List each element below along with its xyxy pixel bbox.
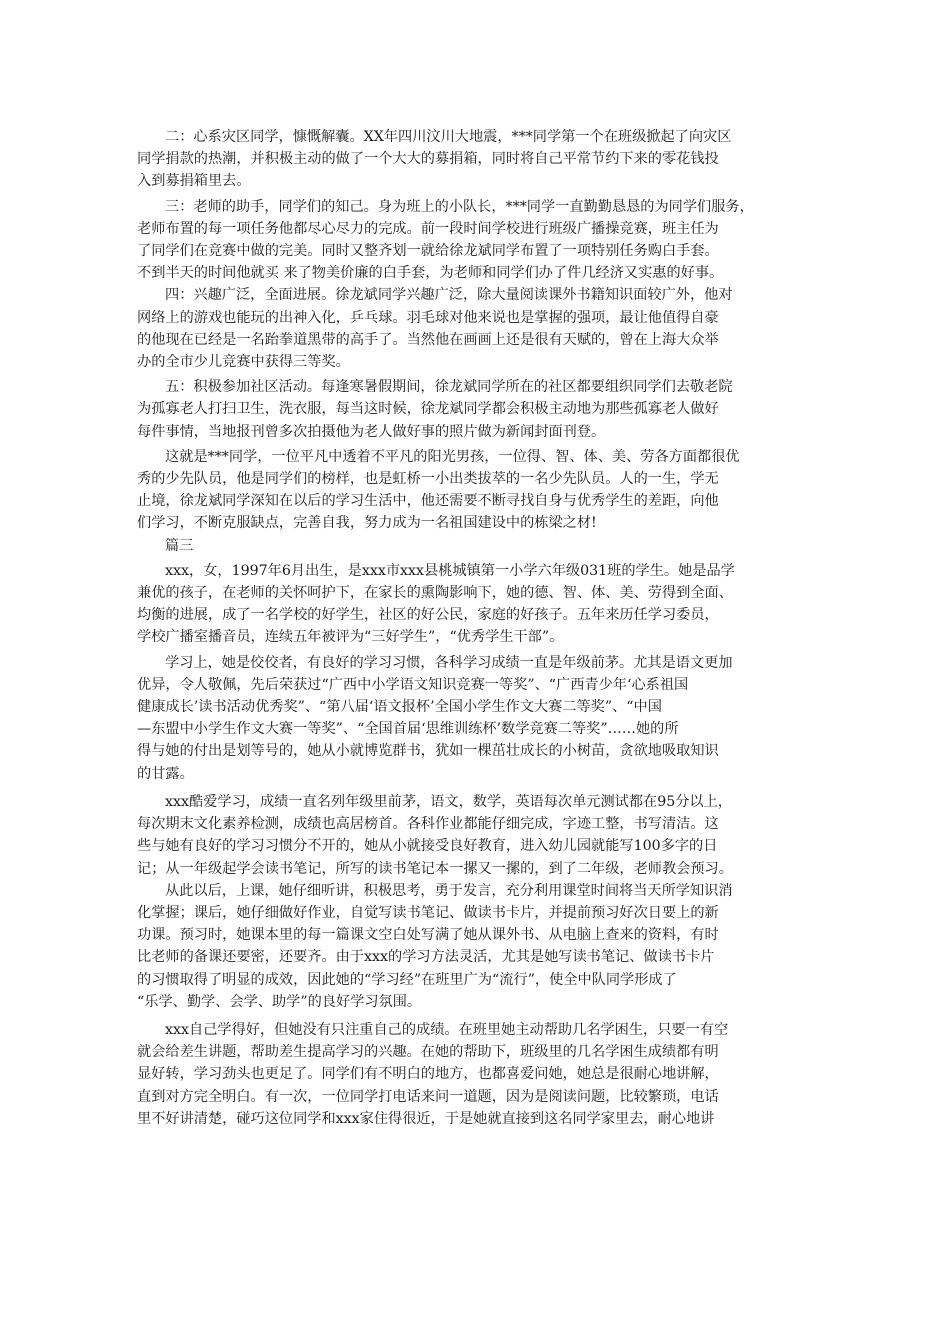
text-line: 四：兴趣广泛，全面进展。徐龙斌同学兴趣广泛，除大量阅读课外书籍知识面较广外，他对	[165, 287, 733, 304]
document-body	[137, 126, 823, 1130]
text-line: 三：老师的助手，同学们的知己。身为班上的小队长，***同学一直勤勤恳恳的为同学们服务，	[165, 198, 754, 215]
text-line: 入到募捐箱里去。	[137, 173, 251, 190]
text-line: —东盟中小学生作文大赛一等奖”、“全国首届‘思维训练杯’数学竞赛二等奖”……她的所	[137, 721, 679, 738]
text-line: 均衡的进展，成了一名学校的好学生，社区的好公民，家庭的好孩子。五年来历任学习委员，	[137, 607, 719, 624]
text-line: “乐学、勤学、会学、助学”的良好学习氛围。	[137, 993, 422, 1010]
text-line: 比老师的备课还要密，还要齐。由于xxx的学习方法灵活，尤其是她写读书笔记、做读书卡片	[137, 949, 715, 966]
text-line: 网络上的游戏也能玩的出神入化，乒乓球。羽毛球对他来说也是掌握的强项，最让他值得自豪	[137, 309, 719, 326]
text-line: 得与她的付出是划等号的，她从小就博览群书，犹如一棵茁壮成长的小树苗，贪欲地吸取知识	[137, 743, 719, 760]
text-line: 里不好讲清楚，碰巧这位同学和xxx家住得很近，于是她就直接到这名同学家里去，耐心地讲	[137, 1110, 715, 1127]
text-line: 为孤寡老人打扫卫生，洗衣服，每当这时候，徐龙斌同学都会积极主动地为那些孤寡老人做好	[137, 401, 719, 418]
paragraph-summary	[137, 446, 823, 535]
text-line: 秀的少先队员，他是同学们的榜样，也是虹桥一小出类拔萃的一名少先队员。人的一生，学无	[137, 471, 719, 488]
paragraph-community	[137, 376, 823, 443]
text-line: 优异，令人敬佩，先后荣获过“广西中小学语文知识竞赛一等奖”、“广西青少年‘心系祖国	[137, 676, 689, 693]
text-line: 二：心系灾区同学，慷慨解囊。XX年四川汶川大地震，***同学第一个在班级掀起了向灾区	[165, 129, 732, 145]
text-line: 从此以后，上课，她仔细听讲，积极思考，勇于发言，充分利用课堂时间将当天所学知识消	[165, 882, 733, 899]
text-line: 不到半天的时间他就买 来了物美价廉的白手套，为老师和同学们办了件几经济又实惠的好事。	[137, 265, 724, 282]
text-line: 办的全市少儿竞赛中获得三等奖。	[137, 354, 350, 371]
section-heading	[137, 535, 823, 557]
text-line: 们学习，不断克服缺点，完善自我，努力成为一名祖国建设中的栋梁之材!	[137, 515, 597, 532]
text-line: 这就是***同学，一位平凡中透着不平凡的阳光男孩，一位得、智、体、美、劳各方面都很优	[165, 448, 740, 465]
text-line: 显好转，学习劲头也更足了。同学们有不明白的地方，也都喜爱问她，她总是很耐心地讲解，	[137, 1066, 719, 1083]
text-line: 兼优的孩子，在老师的关怀呵护下，在家长的熏陶影响下，她的德、智、体、美、劳得到全面、	[137, 585, 733, 602]
text-line: 的他现在已经是一名跆拳道黑带的高手了。当然他在画画上还是很有天赋的，曾在上海大众举	[137, 331, 719, 348]
text-line: 化掌握；课后，她仔细做好作业，自觉写读书笔记、做读书卡片，并提前预习好次日要上的新	[137, 904, 719, 921]
paragraph-study-awards	[137, 652, 823, 785]
paragraph-interests	[137, 284, 823, 373]
text-line: 止境，徐龙斌同学深知在以后的学习生活中，他还需要不断寻找自身与优秀学生的差距，向他	[137, 493, 719, 510]
text-line: 每次期末文化素养检测，成绩也高居榜首。各科作业都能仔细完成，字迹工整，书写清洁。这	[137, 816, 719, 833]
text-line: 同学捐款的热潮，并积极主动的做了一个大大的募捐箱，同时将自己平常节约下来的零花钱投	[137, 151, 719, 168]
section-title: 篇三	[165, 537, 194, 554]
text-line: 健康成长’读书活动优秀奖”、“第八届‘语文报杯’全国小学生作文大赛二等奖”、“中国	[137, 699, 662, 716]
text-line: 记；从一年级起学会读书笔记，所写的读书笔记本一摞又一摞的，到了二年级，老师教会预习。	[137, 860, 733, 877]
paragraph-disaster-relief	[137, 126, 823, 193]
paragraph-study-method	[137, 880, 823, 1013]
text-line: 就会给差生讲题，帮助差生提高学习的兴趣。在她的帮助下，班级里的几名学困生成绩都有明	[137, 1044, 719, 1061]
text-line: 些与她有良好的学习习惯分不开的，她从小就接受良好教育，进入幼儿园就能写100多字的日	[137, 838, 718, 855]
text-line: 学习上，她是佼佼者，有良好的学习习惯，各科学习成绩一直是年级前茅。尤其是语文更加	[165, 654, 733, 671]
text-line: 每件事情，当地报刊曾多次拍摄他为老人做好事的照片做为新闻封面刊登。	[137, 423, 606, 440]
paragraph-teacher-helper	[137, 196, 823, 285]
text-line: 功课。预习时，她课本里的每一篇课文空白处写满了她从课外书、从电脑上查来的资料，有时	[137, 927, 719, 944]
text-line: 的习惯取得了明显的成效，因此她的“学习经”在班里广为“流行”，使全中队同学形成了	[137, 971, 677, 988]
text-line: xxx酷爱学习，成绩一直名列年级里前茅，语文，数学，英语每次单元测试都在95分以上，	[165, 793, 732, 810]
text-line: 的甘露。	[137, 765, 194, 782]
text-line: xxx自己学得好，但她没有只注重自己的成绩。在班里她主动帮助几名学困生，只要一有空	[165, 1021, 729, 1038]
text-line: 老师布置的每一项任务他都尽心尽力的完成。前一段时间学校进行班级广播操竞赛，班主任为	[137, 220, 719, 237]
text-line: 了同学们在竞赛中做的完美。同时又整齐划一就给徐龙斌同学布置了一项特别任务购白手套。	[137, 243, 719, 260]
paragraph-helping-others	[137, 1019, 823, 1130]
paragraph-love-of-learning	[137, 791, 823, 880]
paragraph-intro	[137, 560, 823, 649]
text-line: 学校广播室播音员，连续五年被评为“三好学生”，“优秀学生干部”。	[137, 629, 564, 646]
text-line: xxx，女，1997年6月出生，是xxx市xxx县桃城镇第一小学六年级031班的学生。她是品学	[165, 562, 735, 579]
text-line: 五：积极参加社区活动。每逢寒暑假期间，徐龙斌同学所在的社区都要组织同学们去敬老院	[165, 379, 733, 396]
text-line: 直到对方完全明白。有一次，一位同学打电话来问一道题，因为是阅读问题，比较繁琐，电话	[137, 1088, 719, 1105]
